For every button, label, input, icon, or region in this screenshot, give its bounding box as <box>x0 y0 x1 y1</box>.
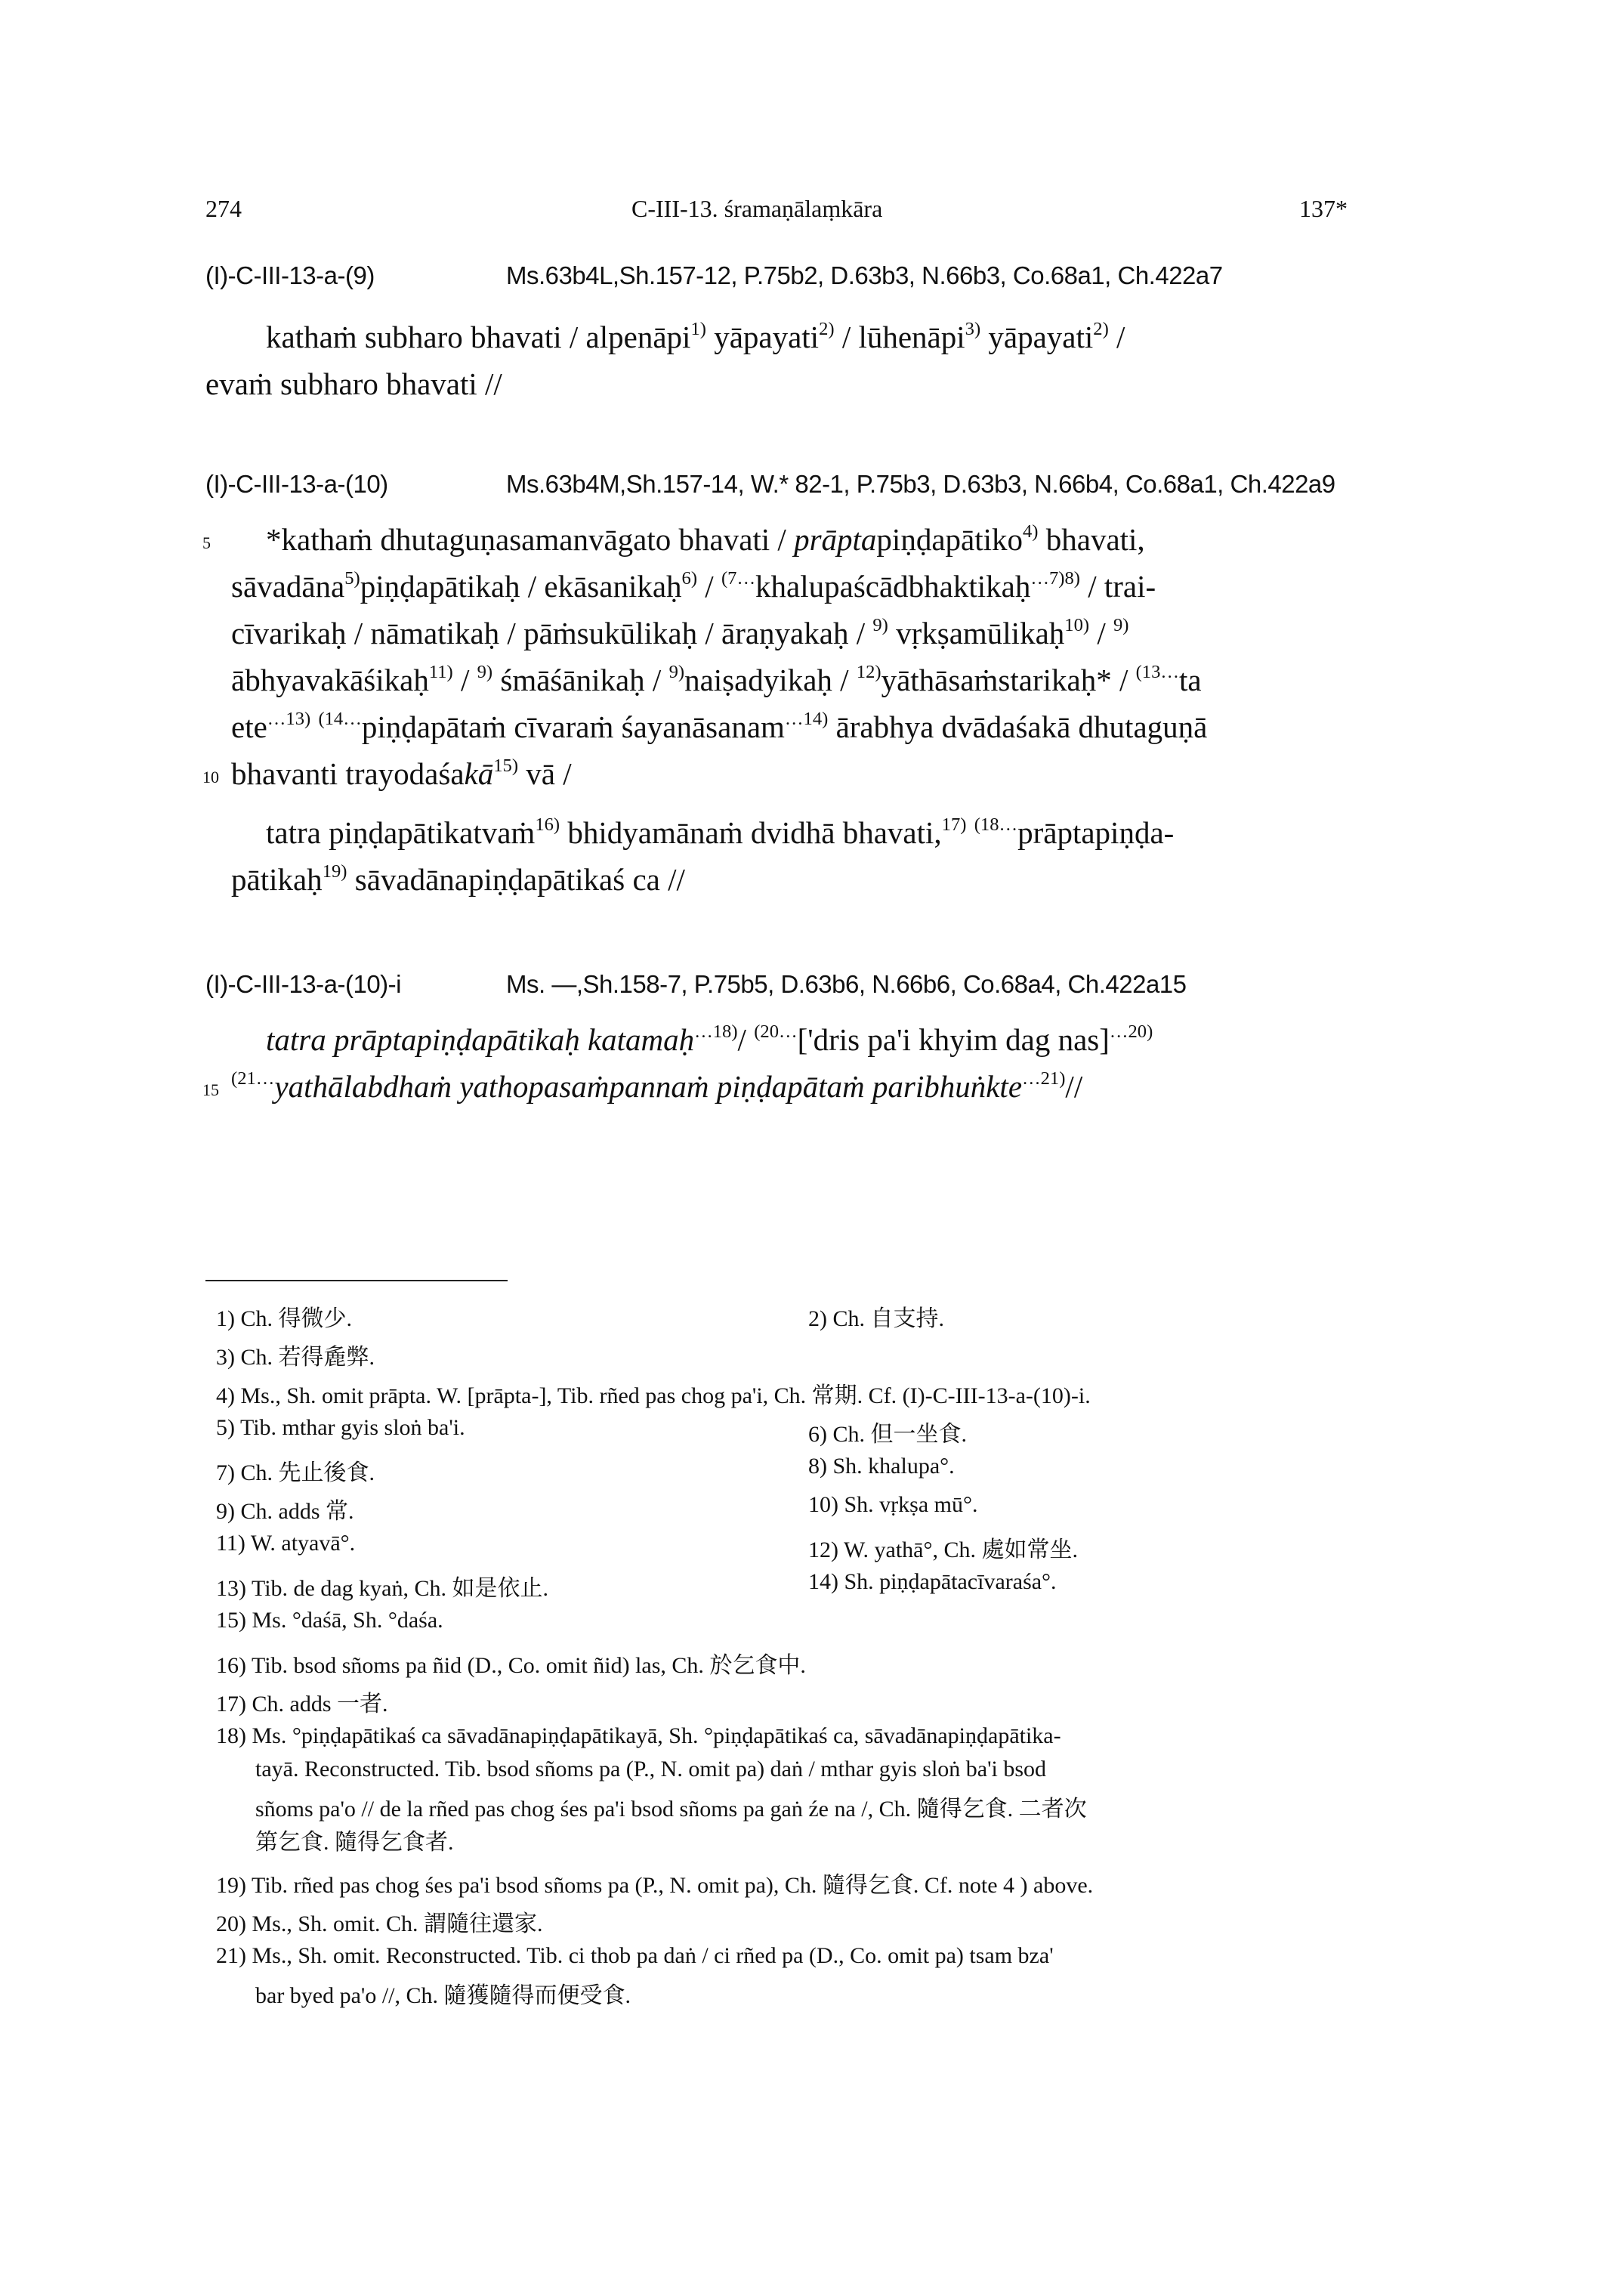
text-line: sāvadāna$^{5)}$piṇḍapātikaḥ / ekāsanikaḥ$^{6)}$ / $^{(7\dots}$khalupaścādbhaktikaḥ$^{\dots 7)8)}$ / trai- <box>231 567 1156 604</box>
text-line: cīvarikaḥ / nāmatikaḥ / pāṁsukūlikaḥ / āraṇyakaḥ / $^{9)}$ vṛkṣamūlikaḥ$^{10)}$ / $^{9)}$ <box>231 614 1129 650</box>
footnote: 1) Ch. 得微少. <box>216 1306 352 1331</box>
text-line: pātikaḥ$^{19)}$ sāvadānapiṇḍapātikaś ca // <box>231 861 685 897</box>
text-line: bhavanti trayodaśakā$^{15)}$ vā / <box>231 755 572 791</box>
section-id: (I)-C-III-13-a-(10)-i <box>205 970 401 998</box>
section-refs: Ms.63b4M,Sh.157-14, W.* 82-1, P.75b3, D.63b3, N.66b4, Co.68a1, Ch.422a9 <box>506 470 1335 498</box>
footnote-continuation: sñoms pa'o // de la rñed pas chog śes pa'i bsod sñoms pa gaṅ źe na /, Ch. 隨得乞食. 二者次 <box>255 1797 1087 1822</box>
footnote-divider <box>205 1280 508 1281</box>
footnote: 10) Sh. vṛkṣa mū°. <box>808 1492 978 1517</box>
footnote: 2) Ch. 自支持. <box>808 1306 944 1331</box>
footnote: 19) Tib. rñed pas chog śes pa'i bsod sñoms pa (P., N. omit pa), Ch. 隨得乞食. Cf. note 4 ) above. <box>216 1873 1094 1898</box>
line-number: 5 <box>202 533 211 552</box>
footnote: 16) Tib. bsod sñoms pa ñid (D., Co. omit ñid) las, Ch. 於乞食中. <box>216 1653 806 1678</box>
footnote: 6) Ch. 但一坐食. <box>808 1422 967 1447</box>
footnote-continuation: 第乞食. 隨得乞食者. <box>255 1830 454 1855</box>
footnote: 7) Ch. 先止後食. <box>216 1460 375 1485</box>
footnote-continuation: tayā. Reconstructed. Tib. bsod sñoms pa (P., N. omit pa) daṅ / mthar gyis sloṅ ba'i bsod <box>255 1757 1047 1781</box>
footnote: 3) Ch. 若得麁弊. <box>216 1345 375 1370</box>
text-line: kathaṁ subharo bhavati / alpenāpi$^{1)}$ yāpayati$^{2)}$ / lūhenāpi$^{3)}$ yāpayati$^{2)}$ / <box>266 318 1125 354</box>
footnote: 20) Ms., Sh. omit. Ch. 謂隨往還家. <box>216 1911 543 1936</box>
text-line: evaṁ subharo bhavati // <box>205 366 502 401</box>
footnote: 5) Tib. mthar gyis sloṅ ba'i. <box>216 1415 465 1440</box>
footnote: 12) W. yathā°, Ch. 處如常坐. <box>808 1537 1078 1562</box>
section-heading <box>205 470 1335 499</box>
section-heading <box>205 970 1187 999</box>
running-title: C-III-13. śramaṇālaṃkāra <box>631 195 883 222</box>
line-number: 10 <box>202 768 219 786</box>
section-heading <box>205 261 1223 290</box>
text-line: tatra prāptapiṇḍapātikaḥ katamaḥ$^{\dots 18)}$/ $^{(20\dots}$['dris pa'i khyim dag nas]$^{\dots 20)}$ <box>266 1021 1153 1057</box>
section-refs: Ms.63b4L,Sh.157-12, P.75b2, D.63b3, N.66b3, Co.68a1, Ch.422a7 <box>506 261 1223 289</box>
text-line: tatra piṇḍapātikatvaṁ$^{16)}$ bhidyamānaṁ dvidhā bhavati,$^{17)}$ $^{(18\dots}$prāptapiṇḍa- <box>266 814 1175 850</box>
page-number-right: 137* <box>1299 195 1348 222</box>
footnote: 8) Sh. khalupa°. <box>808 1454 955 1479</box>
section-id: (I)-C-III-13-a-(9) <box>205 261 375 289</box>
text-line: *kathaṁ dhutaguṇasamanvāgato bhavati / prāptapiṇḍapātiko$^{4)}$ bhavati, <box>266 521 1145 557</box>
text-line: $^{(21\dots}$yathālabdhaṁ yathopasaṁpannaṁ piṇḍapātaṁ paribhuṅkte$^{\dots 21)}$// <box>231 1068 1083 1104</box>
text-line: ābhyavakāśikaḥ$^{11)}$ / $^{9)}$ śmāśānikaḥ / $^{9)}$naiṣadyikaḥ / $^{12)}$yāthāsaṁstarikaḥ* / $^{(13\dots}$ta <box>231 661 1202 697</box>
footnote: 13) Tib. de dag kyaṅ, Ch. 如是依止. <box>216 1576 549 1601</box>
line-number: 15 <box>202 1080 219 1099</box>
footnote: 11) W. atyavā°. <box>216 1531 356 1556</box>
footnote-continuation: bar byed pa'o //, Ch. 隨獲隨得而便受食. <box>255 1983 631 2008</box>
footnote: 18) Ms. °piṇḍapātikaś ca sāvadānapiṇḍapātikayā, Sh. °piṇḍapātikaś ca, sāvadānapiṇḍapātika- <box>216 1723 1061 1748</box>
section-refs: Ms. —,Sh.158-7, P.75b5, D.63b6, N.66b6, Co.68a4, Ch.422a15 <box>506 970 1187 998</box>
page-number-left: 274 <box>205 195 242 222</box>
footnote: 14) Sh. piṇḍapātacīvaraśa°. <box>808 1569 1057 1594</box>
footnote: 21) Ms., Sh. omit. Reconstructed. Tib. ci thob pa daṅ / ci rñed pa (D., Co. omit pa) tsam bza' <box>216 1943 1054 1968</box>
footnote: 17) Ch. adds 一者. <box>216 1692 388 1717</box>
footnote: 4) Ms., Sh. omit prāpta. W. [prāpta-], Tib. rñed pas chog pa'i, Ch. 常期. Cf. (I)-C-III-13-a-(10)-i. <box>216 1383 1091 1408</box>
section-id: (I)-C-III-13-a-(10) <box>205 470 388 498</box>
footnote: 9) Ch. adds 常. <box>216 1499 354 1524</box>
footnote: 15) Ms. °daśā, Sh. °daśa. <box>216 1608 443 1633</box>
text-line: ete$^{\dots 13)}$ $^{(14\dots}$piṇḍapātaṁ cīvaraṁ śayanāsanam$^{\dots 14)}$ ārabhya dvādaśakā dhutaguṇā <box>231 708 1208 744</box>
